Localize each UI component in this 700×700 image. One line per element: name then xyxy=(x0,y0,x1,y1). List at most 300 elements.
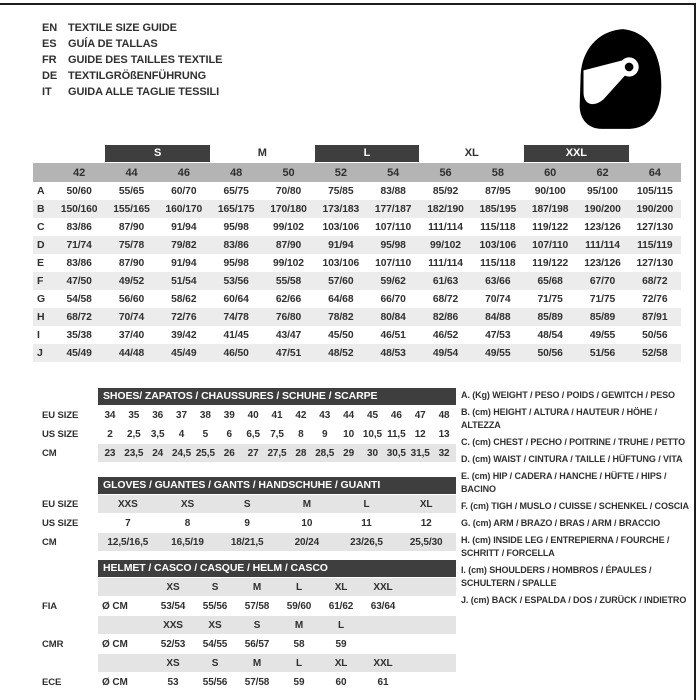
size-value: 42 xyxy=(295,409,307,421)
size-value: 24 xyxy=(152,447,164,459)
row-label: US SIZE xyxy=(42,428,79,440)
measure-value: 115/119 xyxy=(637,239,673,251)
helmet-size-label: XS xyxy=(208,619,222,631)
language-row xyxy=(42,52,222,68)
legend-item-chest: C. (cm) CHEST / PECHO / POITRINE / TRUHE / PETTO xyxy=(461,437,686,447)
size-group-xl: XL xyxy=(464,147,479,159)
row-letter: H xyxy=(37,311,45,323)
measure-value: 103/106 xyxy=(322,221,360,233)
measure-value: 48/53 xyxy=(380,347,406,359)
helmet-size-label: XS xyxy=(166,657,180,669)
legend-item-back: J. (cm) BACK / ESPALDA / DOS / ZURÜCK / INDIETRO xyxy=(461,595,687,605)
measure-row-j xyxy=(33,344,681,362)
measure-value: 107/110 xyxy=(375,221,412,233)
size-column-42: 42 xyxy=(73,166,86,179)
guide-title: TEXTILE SIZE GUIDE xyxy=(68,22,177,34)
measure-value: 99/102 xyxy=(273,257,304,269)
measure-value: 71/75 xyxy=(537,293,563,305)
legend-item-waist: D. (cm) WAIST / CINTURA / TAILLE / HÜFTUNG / VITA xyxy=(461,454,683,464)
helmet-values-row-cmr xyxy=(42,635,456,653)
size-value: 61/62 xyxy=(328,600,354,612)
size-value: 56/57 xyxy=(244,638,270,650)
size-value: 53/54 xyxy=(160,600,186,612)
measure-value: 182/190 xyxy=(427,203,464,215)
helmet-size-label: S xyxy=(253,619,261,631)
helmet-sizes xyxy=(98,654,456,672)
measure-value: 50/56 xyxy=(642,329,668,341)
measure-value: 85/89 xyxy=(537,311,563,323)
measure-value: 35/38 xyxy=(66,329,92,341)
size-value: S xyxy=(243,498,251,510)
size-column-56: 56 xyxy=(439,166,452,179)
measure-value: 58/62 xyxy=(171,293,197,305)
row-label: CM xyxy=(42,447,57,459)
measure-value: 87/95 xyxy=(485,185,511,197)
measure-value: 107/110 xyxy=(375,257,412,269)
measure-value: 105/115 xyxy=(636,185,673,197)
measure-value: 76/80 xyxy=(275,311,302,323)
gloves-values xyxy=(98,514,456,532)
measure-value: 47/53 xyxy=(485,329,511,341)
size-group-xxl: XXL xyxy=(524,145,629,162)
measure-value: 87/90 xyxy=(118,221,145,233)
measure-value: 70/80 xyxy=(275,185,302,197)
helmet-size-label: M xyxy=(252,581,262,593)
row-letter: A xyxy=(37,185,45,197)
size-value: 47 xyxy=(414,409,426,421)
label-column-spacer xyxy=(42,388,98,405)
measure-value: 83/86 xyxy=(66,257,92,269)
helmet-size-label: L xyxy=(295,657,302,669)
size-value: XXS xyxy=(117,498,138,510)
row-label: EU SIZE xyxy=(42,498,79,510)
measure-value: 45/49 xyxy=(66,347,92,359)
size-value: 9 xyxy=(321,428,328,440)
measure-value: 75/78 xyxy=(118,239,145,251)
size-value: 53 xyxy=(167,676,179,688)
measure-value: 95/98 xyxy=(380,239,406,251)
row-letter: D xyxy=(37,239,45,251)
shoes-size-table xyxy=(42,388,456,462)
measure-value: 55/58 xyxy=(275,275,302,287)
measure-value: 170/180 xyxy=(270,203,307,215)
measure-row-f xyxy=(33,272,681,290)
measure-value: 39/42 xyxy=(171,329,197,341)
size-value: 2 xyxy=(107,428,113,440)
size-value: 20/24 xyxy=(294,536,320,548)
unit-label: Ø CM xyxy=(102,638,128,650)
measure-value: 79/82 xyxy=(171,239,197,251)
size-value: 44 xyxy=(343,409,355,421)
helmet-sizes xyxy=(98,578,456,596)
size-value: 36 xyxy=(152,409,164,421)
size-value: 11 xyxy=(361,517,372,529)
row-letter: B xyxy=(37,203,45,215)
measure-value: 190/200 xyxy=(584,203,621,215)
measure-value: 68/72 xyxy=(432,293,459,305)
measure-value: 72/76 xyxy=(171,311,197,323)
measure-value: 55/65 xyxy=(118,185,145,197)
measure-value: 165/175 xyxy=(217,203,255,215)
size-value: 26 xyxy=(223,447,235,459)
shoes-table-title: SHOES/ ZAPATOS / CHAUSSURES / SCHUHE / SCARPE xyxy=(98,388,456,405)
measure-value: 48/54 xyxy=(537,329,563,341)
measure-value: 83/88 xyxy=(380,185,406,197)
helmet-size-label: S xyxy=(211,581,219,593)
measure-value: 72/76 xyxy=(642,293,668,305)
size-value: 59 xyxy=(335,638,347,650)
size-value: XL xyxy=(419,498,433,510)
gloves-table-header xyxy=(42,477,456,494)
size-value: 6,5 xyxy=(246,428,260,440)
size-value: 59/60 xyxy=(286,600,312,612)
shoes-row-cm xyxy=(42,444,456,462)
size-value: L xyxy=(363,498,370,510)
size-value: 46 xyxy=(390,409,402,421)
legend-item-height: B. (cm) HEIGHT / ALTURA / HAUTEUR / HÖHE / ALTEZZA xyxy=(461,407,657,430)
gloves-values xyxy=(98,495,456,513)
gloves-table-title: GLOVES / GUANTES / GANTS / HANDSCHUHE / GUANTI xyxy=(98,477,456,494)
measure-value: 103/106 xyxy=(322,257,360,269)
size-value: 28 xyxy=(295,447,307,459)
measure-value: 57/60 xyxy=(328,275,354,287)
helmet-sizes xyxy=(98,616,456,634)
measure-row-c xyxy=(33,218,681,236)
measure-value: 51/56 xyxy=(589,347,616,359)
shoes-table-header xyxy=(42,388,456,405)
size-column-54: 54 xyxy=(387,166,400,179)
measure-value: 54/58 xyxy=(66,293,92,305)
measure-value: 70/74 xyxy=(118,311,145,323)
shoes-values xyxy=(98,444,456,462)
size-value: 10,5 xyxy=(362,428,382,440)
language-code: IT xyxy=(42,86,52,98)
helmet-values xyxy=(98,673,456,691)
measure-value: 48/52 xyxy=(328,347,354,359)
measure-value: 119/122 xyxy=(532,221,569,233)
measure-value: 111/114 xyxy=(428,221,463,233)
helmet-size-label: XL xyxy=(334,581,348,593)
measure-value: 85/92 xyxy=(432,185,459,197)
size-value: 30 xyxy=(366,447,378,459)
size-value: 52/53 xyxy=(160,638,186,650)
measure-value: 65/75 xyxy=(223,185,249,197)
size-group-header-row xyxy=(33,145,681,162)
measure-value: 91/94 xyxy=(171,257,197,269)
helmet-size-label: XL xyxy=(334,657,348,669)
helmet-icon xyxy=(572,24,668,134)
unit-label: Ø CM xyxy=(102,676,128,688)
size-column-60: 60 xyxy=(544,166,557,179)
measure-value: 65/68 xyxy=(537,275,563,287)
measure-value: 47/50 xyxy=(66,275,92,287)
row-letter: J xyxy=(37,347,43,359)
measure-value: 160/170 xyxy=(165,203,203,215)
standard-label: FIA xyxy=(42,600,58,612)
row-label: US SIZE xyxy=(42,517,79,529)
helmet-sizes-row-ece xyxy=(42,654,456,672)
guide-title: GUÍA DE TALLAS xyxy=(68,38,158,50)
size-value: 5 xyxy=(202,428,209,440)
measure-value: 99/102 xyxy=(273,221,304,233)
standard-label: CMR xyxy=(42,638,64,650)
measure-value: 83/86 xyxy=(223,239,249,251)
size-value: 61 xyxy=(377,676,389,688)
measure-value: 50/60 xyxy=(66,185,92,197)
language-row xyxy=(42,84,222,100)
size-value: XS xyxy=(180,498,195,510)
measure-value: 59/62 xyxy=(380,275,406,287)
measure-value: 50/56 xyxy=(537,347,563,359)
size-value: 43 xyxy=(319,409,331,421)
language-row xyxy=(42,68,222,84)
size-value: 55/56 xyxy=(202,600,228,612)
size-value: 12 xyxy=(414,428,426,440)
measure-value: 99/102 xyxy=(430,239,461,251)
measure-value: 44/48 xyxy=(118,347,145,359)
measure-value: 46/52 xyxy=(432,329,459,341)
size-value: 13 xyxy=(438,428,450,440)
size-value: 12,5/16,5 xyxy=(107,536,149,548)
size-value: 25,5/30 xyxy=(409,536,443,548)
size-value: 3,5 xyxy=(150,428,165,440)
measurement-legend xyxy=(461,389,691,611)
measure-value: 49/55 xyxy=(589,329,616,341)
size-value: 7,5 xyxy=(270,428,284,440)
measure-value: 85/89 xyxy=(589,311,616,323)
language-code: ES xyxy=(42,38,57,50)
size-value: 57/58 xyxy=(244,600,270,612)
size-value: 39 xyxy=(223,409,235,421)
measure-value: 60/70 xyxy=(171,185,197,197)
size-value: 8 xyxy=(184,517,191,529)
size-value: 18/21,5 xyxy=(230,536,264,548)
measure-row-b xyxy=(33,200,681,218)
size-value: 2,5 xyxy=(126,428,141,440)
measure-value: 53/56 xyxy=(223,275,249,287)
size-column-64: 64 xyxy=(648,166,661,179)
measure-value: 115/118 xyxy=(480,221,516,233)
language-row xyxy=(42,20,222,36)
size-value: 35 xyxy=(128,409,140,421)
label-column-spacer xyxy=(42,560,98,577)
measure-value: 41/45 xyxy=(223,329,249,341)
measure-value: 103/106 xyxy=(479,239,517,251)
size-value: 60 xyxy=(335,676,347,688)
helmet-values-row-fia xyxy=(42,597,456,615)
legend-item-arm: G. (cm) ARM / BRAZO / BRAS / ARM / BRACCIO xyxy=(461,518,661,528)
helmet-size-table xyxy=(42,560,456,691)
gloves-row-us-size xyxy=(42,514,456,532)
row-label: CM xyxy=(42,536,57,548)
size-value: 38 xyxy=(199,409,211,421)
measure-value: 49/55 xyxy=(485,347,511,359)
measure-value: 107/110 xyxy=(532,239,569,251)
measure-value: 111/114 xyxy=(585,239,620,251)
shoes-values xyxy=(98,425,456,443)
helmet-size-label: XXS xyxy=(163,619,183,631)
measure-value: 70/74 xyxy=(485,293,511,305)
measure-value: 37/40 xyxy=(118,329,145,341)
measure-value: 66/70 xyxy=(380,293,406,305)
language-row xyxy=(42,36,222,52)
helmet-size-label: S xyxy=(211,657,219,669)
size-value: 10 xyxy=(301,517,313,529)
measure-value: 115/118 xyxy=(480,257,516,269)
measure-value: 111/114 xyxy=(428,257,463,269)
measure-value: 47/51 xyxy=(275,347,302,359)
measure-value: 95/98 xyxy=(223,257,249,269)
shoes-values xyxy=(98,406,456,424)
size-column-44: 44 xyxy=(125,166,138,179)
helmet-size-label: XXL xyxy=(373,581,393,593)
measure-value: 60/64 xyxy=(223,293,249,305)
helmet-values-row-ece xyxy=(42,673,456,691)
measure-value: 82/86 xyxy=(432,311,459,323)
helmet-size-label: XXL xyxy=(373,657,393,669)
measure-value: 71/74 xyxy=(66,239,92,251)
shoes-row-us-size xyxy=(42,425,456,443)
helmet-table-header xyxy=(42,560,456,577)
size-value: 6 xyxy=(226,428,232,440)
measure-value: 43/47 xyxy=(275,329,302,341)
size-value: 27,5 xyxy=(267,447,287,459)
measure-row-d xyxy=(33,236,681,254)
size-column-62: 62 xyxy=(596,166,609,179)
measure-row-e xyxy=(33,254,681,272)
standard-label: ECE xyxy=(42,676,62,688)
size-value: 4 xyxy=(178,428,185,440)
row-letter: I xyxy=(37,329,40,341)
size-column-52: 52 xyxy=(334,166,347,179)
measure-value: 187/198 xyxy=(531,203,569,215)
apparel-size-table xyxy=(33,145,681,362)
measure-value: 75/85 xyxy=(328,185,354,197)
row-letter: F xyxy=(37,275,44,287)
legend-item-thigh: F. (cm) TIGH / MUSLO / CUISSE / SCHENKEL / COSCIA xyxy=(461,501,689,511)
measure-value: 61/63 xyxy=(432,275,459,287)
size-value: 12 xyxy=(420,517,432,529)
size-group-s: S xyxy=(105,145,210,162)
size-value: 31,5 xyxy=(410,447,430,459)
size-value: 34 xyxy=(104,409,116,421)
size-value: 24,5 xyxy=(171,447,192,459)
language-title-list xyxy=(42,20,222,100)
size-value: 32 xyxy=(438,447,450,459)
size-value: 40 xyxy=(247,409,259,421)
measure-value: 80/84 xyxy=(380,311,406,323)
measure-value: 91/94 xyxy=(328,239,354,251)
measure-value: 87/90 xyxy=(118,257,145,269)
size-value: 58 xyxy=(293,638,305,650)
size-value: 54/55 xyxy=(202,638,228,650)
measure-value: 46/50 xyxy=(223,347,249,359)
size-value: 59 xyxy=(293,676,305,688)
measure-value: 127/130 xyxy=(636,221,674,233)
guide-title: GUIDA ALLE TAGLIE TESSILI xyxy=(68,86,220,98)
measure-value: 119/122 xyxy=(532,257,569,269)
legend-item-inside-leg: H. (cm) INSIDE LEG / ENTREPIERNA / FOURCHE / SCHRITT / FORCELLA xyxy=(461,535,670,558)
size-value: 55/56 xyxy=(202,676,228,688)
measure-value: 49/54 xyxy=(432,347,459,359)
language-code: FR xyxy=(42,54,57,66)
size-group-l: L xyxy=(315,145,420,162)
measure-value: 63/66 xyxy=(485,275,511,287)
language-code: EN xyxy=(42,22,58,34)
helmet-sizes-row-fia xyxy=(42,578,456,596)
measure-value: 62/66 xyxy=(275,293,302,305)
shoes-row-eu-size xyxy=(42,406,456,424)
measure-row-a xyxy=(33,182,681,200)
size-value: 63/64 xyxy=(370,600,396,612)
size-value: 11,5 xyxy=(387,428,406,440)
size-value: 10 xyxy=(343,428,355,440)
helmet-table-title: HELMET / CASCO / CASQUE / HELM / CASCO xyxy=(98,560,456,577)
measure-value: 95/100 xyxy=(587,185,618,197)
measure-value: 150/160 xyxy=(60,203,98,215)
measure-value: 49/52 xyxy=(118,275,145,287)
size-value: 29 xyxy=(343,447,355,459)
measure-value: 83/86 xyxy=(66,221,92,233)
measure-value: 68/72 xyxy=(642,275,668,287)
measure-value: 123/126 xyxy=(584,257,621,269)
size-column-58: 58 xyxy=(491,166,504,179)
measure-value: 91/94 xyxy=(171,221,197,233)
gloves-size-table xyxy=(42,477,456,551)
measure-value: 173/183 xyxy=(322,203,360,215)
size-value: 23/26,5 xyxy=(350,536,383,548)
measure-value: 45/50 xyxy=(328,329,354,341)
measure-value: 71/75 xyxy=(589,293,616,305)
size-value: 16,5/19 xyxy=(171,536,204,548)
measure-value: 87/90 xyxy=(275,239,302,251)
helmet-values xyxy=(98,597,456,615)
size-value: 7 xyxy=(125,517,131,529)
size-group-m: M xyxy=(257,147,267,159)
helmet-size-label: M xyxy=(294,619,304,631)
measure-value: 84/88 xyxy=(485,311,511,323)
measure-value: 67/70 xyxy=(589,275,616,287)
guide-title: TEXTILGRÖßENFÜHRUNG xyxy=(68,70,207,82)
numeric-sizes-row xyxy=(33,163,681,182)
measure-value: 87/91 xyxy=(642,311,668,323)
guide-title: GUIDE DES TAILLES TEXTILE xyxy=(68,54,223,66)
size-value: 48 xyxy=(438,409,450,421)
row-letter: C xyxy=(37,221,45,233)
measure-value: 45/49 xyxy=(171,347,197,359)
helmet-size-label: L xyxy=(337,619,344,631)
size-value: 41 xyxy=(271,409,283,421)
size-value: 8 xyxy=(298,428,304,440)
helmet-values xyxy=(98,635,456,653)
measure-value: 190/200 xyxy=(636,203,674,215)
measure-value: 52/58 xyxy=(642,347,668,359)
size-value: 28,5 xyxy=(315,447,335,459)
row-label: EU SIZE xyxy=(42,409,79,421)
size-column-48: 48 xyxy=(230,166,243,179)
measure-value: 64/68 xyxy=(328,293,354,305)
measure-row-g xyxy=(33,290,681,308)
measure-value: 90/100 xyxy=(534,185,566,197)
size-value: 30,5 xyxy=(386,447,406,459)
helmet-sizes-row-cmr xyxy=(42,616,456,634)
measure-value: 95/98 xyxy=(223,221,249,233)
measure-value: 185/195 xyxy=(479,203,517,215)
measure-value: 78/82 xyxy=(328,311,354,323)
size-value: 57/58 xyxy=(244,676,270,688)
size-column-46: 46 xyxy=(177,166,190,179)
measure-value: 74/78 xyxy=(223,311,249,323)
